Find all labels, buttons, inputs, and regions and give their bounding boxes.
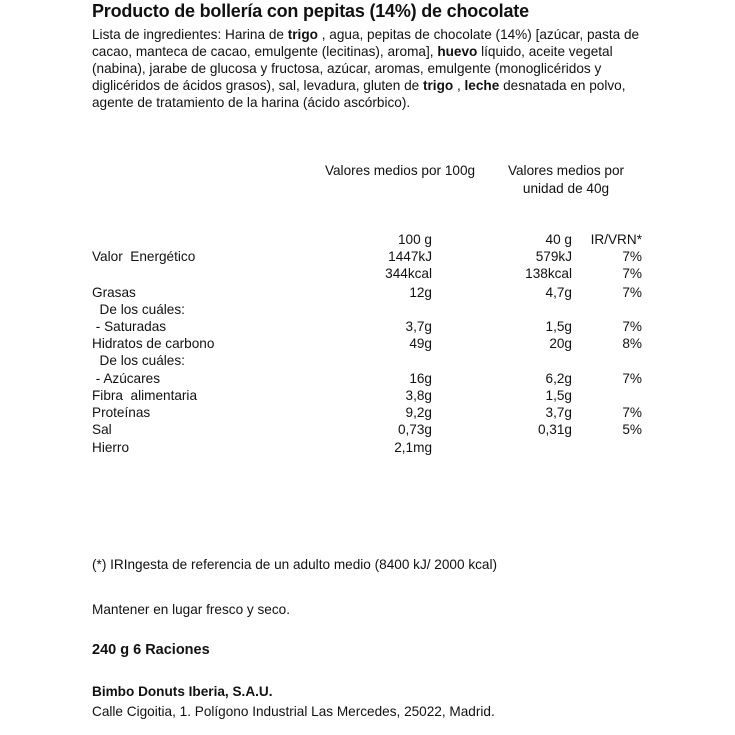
nutrient-label: De los cuáles:	[92, 302, 185, 317]
company-name: Bimbo Donuts Iberia, S.A.U.	[92, 684, 273, 699]
value-per-40g: 579kJ	[535, 249, 572, 264]
net-weight: 240 g 6 Raciones	[92, 642, 210, 658]
value-per-100g: 0,73g	[397, 422, 432, 437]
ingredients-text: ,	[453, 78, 465, 93]
header-per-unit-line2: unidad de 40g	[522, 181, 610, 196]
ingredients-text: , agua, pepitas de chocolate (14%) [azúcar, pasta de cacao, manteca de cacao, emulgente (lecitinas), aroma],	[92, 27, 640, 59]
value-per-40g: 4,7g	[545, 285, 572, 300]
nutrient-label: Fibra alimentaria	[92, 388, 198, 403]
value-per-40g: 6,2g	[545, 371, 572, 386]
header-per-100g: Valores medios por 100g	[324, 163, 476, 178]
nutrient-label: - Saturadas	[92, 319, 167, 334]
value-per-100g: 344kcal	[385, 266, 432, 281]
ingredients-text: líquido, aceite vegetal (nabina), jarabe de glucosa y fructosa, azúcar, aromas, emulgente (monoglicéridos y diglicéridos de ácidos grasos), sal, levadura, gluten de	[92, 44, 613, 93]
value-per-100g: 49g	[409, 336, 432, 351]
value-ir-percent: 7%	[622, 371, 642, 386]
value-per-40g: 138kcal	[525, 266, 572, 281]
col-header-ir: IR/VRN*	[590, 232, 642, 247]
nutrient-label: Hidratos de carbono	[92, 336, 215, 351]
value-ir-percent: 7%	[622, 249, 642, 264]
storage-note: Mantener en lugar fresco y seco.	[92, 602, 290, 617]
col-header-100g: 100 g	[397, 232, 432, 247]
footnote: (*) IRIngesta de referencia de un adulto medio (8400 kJ/ 2000 kcal)	[92, 557, 498, 572]
header-per-unit-line1: Valores medios por	[507, 163, 625, 178]
value-per-100g: 3,8g	[405, 388, 432, 403]
header-per-unit	[496, 162, 636, 198]
value-per-100g: 2,1mg	[394, 440, 432, 455]
value-per-40g: 1,5g	[545, 388, 572, 403]
nutrient-label: Proteínas	[92, 405, 151, 420]
value-ir-percent: 7%	[622, 266, 642, 281]
value-ir-percent: 5%	[622, 422, 642, 437]
value-ir-percent: 7%	[622, 405, 642, 420]
allergen-leche: leche	[464, 78, 500, 93]
ingredients-text: Lista de ingredientes: Harina de	[92, 27, 288, 42]
value-ir-percent: 7%	[622, 285, 642, 300]
nutrient-label: De los cuáles:	[92, 353, 185, 368]
value-per-40g: 1,5g	[545, 319, 572, 334]
value-per-100g: 1447kJ	[388, 249, 432, 264]
allergen-huevo: huevo	[437, 44, 478, 59]
nutrient-label: Hierro	[92, 440, 130, 455]
value-per-40g: 20g	[549, 336, 572, 351]
nutrient-label: Valor Energético	[92, 249, 196, 264]
ingredients-list	[92, 26, 652, 111]
value-ir-percent: 7%	[622, 319, 642, 334]
value-per-100g: 3,7g	[405, 319, 432, 334]
value-ir-percent: 8%	[622, 336, 642, 351]
allergen-trigo: trigo	[287, 27, 318, 42]
company-address: Calle Cigoitia, 1. Polígono Industrial Las Mercedes, 25022, Madrid.	[92, 704, 495, 719]
value-per-100g: 9,2g	[405, 405, 432, 420]
value-per-40g: 0,31g	[537, 422, 572, 437]
value-per-100g: 16g	[409, 371, 432, 386]
ingredients-text: desnatada en polvo, agente de tratamiento de la harina (ácido ascórbico).	[92, 78, 626, 110]
product-title: Producto de bollería con pepitas (14%) de chocolate	[92, 1, 529, 21]
value-per-40g: 3,7g	[545, 405, 572, 420]
nutrient-label: - Azúcares	[92, 371, 160, 386]
nutrient-label: Sal	[92, 422, 112, 437]
allergen-trigo: trigo	[422, 78, 454, 93]
col-header-40g: 40 g	[545, 232, 572, 247]
value-per-100g: 12g	[409, 285, 432, 300]
nutrient-label: Grasas	[92, 285, 136, 300]
